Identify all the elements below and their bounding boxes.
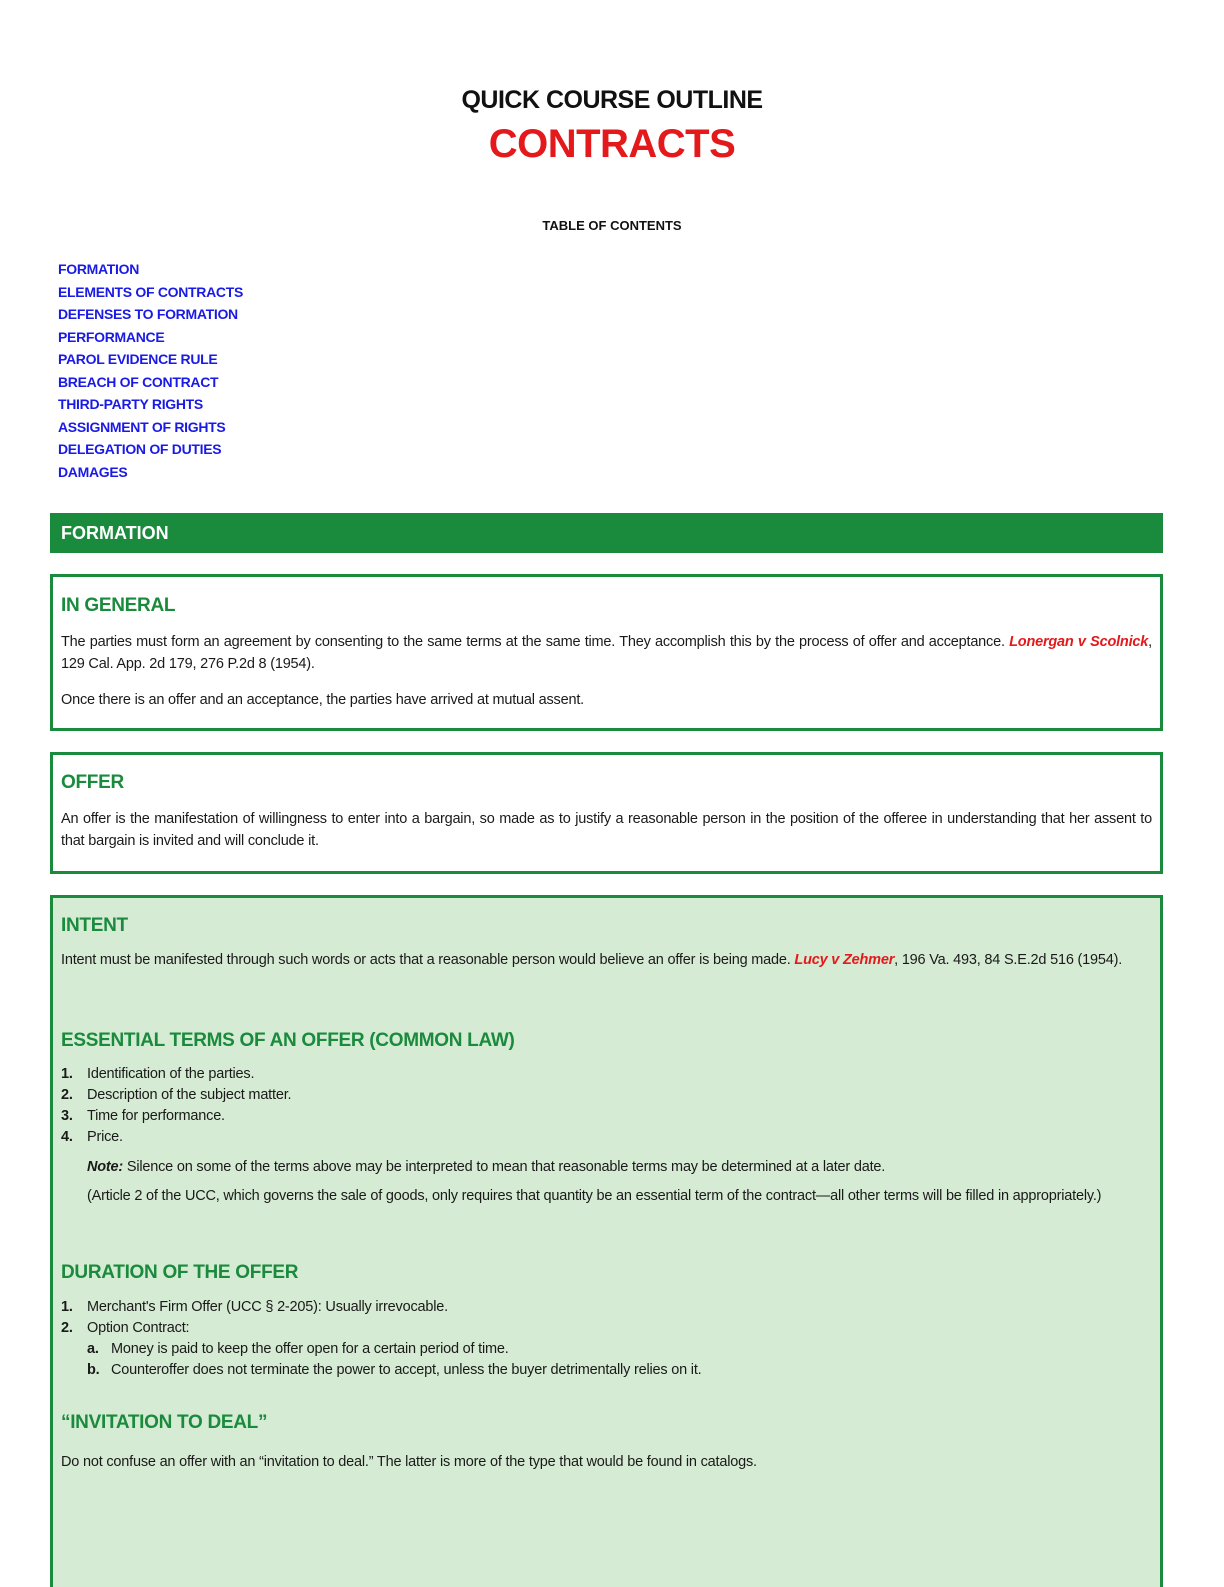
list-text: Description of the subject matter. [87,1087,292,1103]
toc-link-assignment[interactable]: ASSIGNMENT OF RIGHTS [58,418,226,435]
list-letter: b. [87,1362,100,1378]
offer-heading: OFFER [61,772,124,793]
list-number: 4. [61,1129,73,1145]
citation-text: , 129 Cal. App. 2d 179, 276 P.2d 8 (1954). [61,634,1152,672]
list-item [61,1127,1152,1148]
paragraph-text: The parties must form an agreement by consenting to the same terms at the same time. They accomplish this by the process of offer and acceptance. [61,634,1010,650]
intent-heading: INTENT [61,915,128,936]
list-text: Identification of the parties. [87,1066,255,1082]
toc-link-third-party[interactable]: THIRD-PARTY RIGHTS [58,396,203,412]
case-citation-lonergan: Lonergan v Scolnick [1009,634,1149,650]
section-band-formation [50,513,1163,553]
document-title: QUICK COURSE OUTLINE [461,86,763,114]
offer-paragraph: An offer is the manifestation of willingness to enter into a bargain, so made as to justify a reasonable person in the position of the offeree in understanding that her assent to that bargain is invited and will conclude it. [61,811,1152,849]
invitation-heading: “INVITATION TO DEAL” [61,1412,268,1433]
list-item [61,1085,1152,1106]
invitation-paragraph: Do not confuse an offer with an “invitation to deal.” The latter is more of the type that would be found in catalogs. [61,1454,757,1470]
list-number: 2. [61,1320,73,1336]
toc-link-elements[interactable]: ELEMENTS OF CONTRACTS [58,283,244,300]
table-of-contents [58,258,243,483]
list-item [61,1106,1152,1127]
list-item [61,1297,1152,1318]
list-text: Merchant's Firm Offer (UCC § 2-205): Usually irrevocable. [87,1299,448,1315]
case-citation-lucy: Lucy v Zehmer [794,952,895,968]
essential-terms-list [61,1064,1152,1148]
list-subitem [61,1360,1152,1381]
in-general-paragraph-2: Once there is an offer and an acceptance, the parties have arrived at mutual assent. [61,692,584,708]
subject-title: CONTRACTS [488,122,736,166]
list-item [61,1318,1152,1339]
toc-heading: TABLE OF CONTENTS [542,218,682,233]
duration-list [61,1297,1152,1381]
list-text: Money is paid to keep the offer open for a certain period of time. [111,1341,509,1357]
list-number: 2. [61,1087,73,1103]
toc-link-damages[interactable]: DAMAGES [58,463,128,480]
list-text: Price. [87,1129,123,1145]
citation-text: , 196 Va. 493, 84 S.E.2d 516 (1954). [894,952,1123,968]
list-subitem [61,1339,1152,1360]
toc-link-performance[interactable]: PERFORMANCE [58,328,165,345]
intent-paragraph [61,949,1152,971]
list-text: Option Contract: [87,1320,190,1336]
intent-box [50,895,1163,1587]
toc-link-formation[interactable]: FORMATION [58,261,140,277]
offer-box [50,752,1163,874]
toc-link-parol-evidence[interactable]: PAROL EVIDENCE RULE [58,351,218,367]
list-letter: a. [87,1341,99,1357]
in-general-heading: IN GENERAL [61,595,176,616]
section-title: FORMATION [61,523,169,543]
note-paragraph [87,1156,1152,1178]
toc-link-delegation[interactable]: DELEGATION OF DUTIES [58,441,222,457]
list-text: Counteroffer does not terminate the power to accept, unless the buyer detrimentally relies on it. [111,1362,702,1378]
toc-link-defenses[interactable]: DEFENSES TO FORMATION [58,306,238,322]
list-item [61,1064,1152,1085]
list-number: 1. [61,1066,73,1082]
note-label: Note: [87,1159,124,1175]
list-number: 3. [61,1108,73,1124]
in-general-paragraph-1 [61,631,1152,675]
ucc-note-paragraph: (Article 2 of the UCC, which governs the sale of goods, only requires that quantity be an essential term of the contract—all other terms will be filled in appropriately.) [87,1188,1102,1204]
list-number: 1. [61,1299,73,1315]
list-text: Time for performance. [87,1108,225,1124]
in-general-box [50,574,1163,731]
duration-heading: DURATION OF THE OFFER [61,1262,299,1283]
toc-link-breach[interactable]: BREACH OF CONTRACT [58,373,219,390]
paragraph-text: Intent must be manifested through such words or acts that a reasonable person would believe an offer is being made. [61,952,795,968]
essential-terms-heading: ESSENTIAL TERMS OF AN OFFER (COMMON LAW) [61,1030,515,1051]
note-text: Silence on some of the terms above may be interpreted to mean that reasonable terms may be determined at a later date. [123,1159,886,1175]
